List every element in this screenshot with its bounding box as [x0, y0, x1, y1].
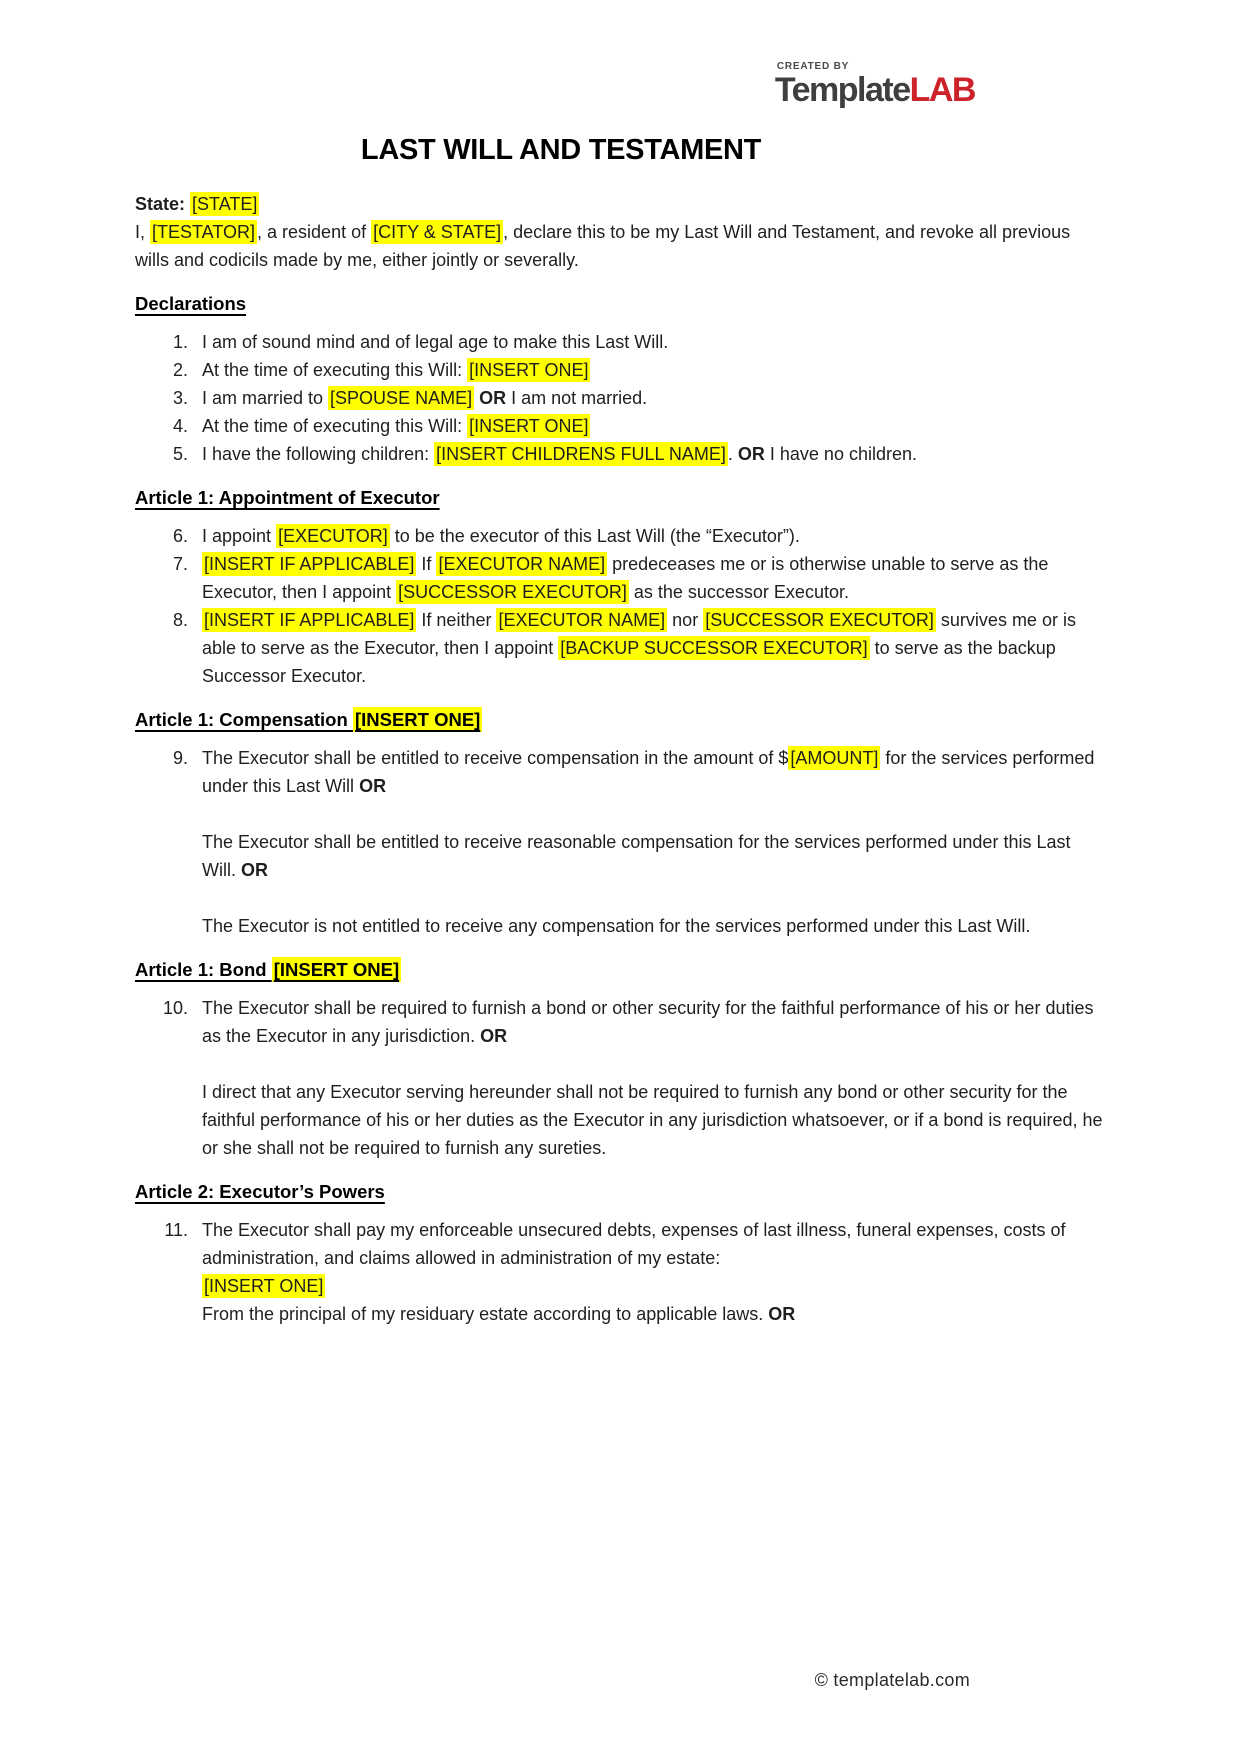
list-item — [135, 356, 1103, 384]
text-run: Article 2: Executor’s Powers — [135, 1181, 385, 1202]
highlight-placeholder: [INSERT CHILDRENS FULL NAME] — [436, 444, 726, 464]
text-run: OR — [241, 860, 268, 880]
document-section — [135, 1178, 1103, 1328]
text-run: to be the executor of this Last Will (the “Executor”). — [389, 526, 800, 546]
item-paragraph — [202, 328, 1103, 356]
highlight-placeholder: [SUCCESSOR EXECUTOR] — [398, 582, 627, 602]
footer-credit: © templatelab.com — [814, 1670, 970, 1690]
text-run: nor — [667, 610, 704, 630]
highlight-placeholder: [SPOUSE NAME] — [330, 388, 473, 408]
highlight-placeholder: [TESTATOR] — [152, 222, 256, 242]
item-paragraph — [202, 912, 1103, 940]
text-run: predeceases me or is otherwise unable to serve as the Executor, then I appoint — [202, 554, 1049, 602]
item-paragraph — [202, 606, 1103, 690]
item-number: 11. — [164, 1220, 188, 1240]
document-section — [135, 956, 1103, 1162]
item-text — [202, 522, 1103, 550]
item-number: 5. — [172, 444, 188, 464]
highlight-placeholder: [INSERT ONE] — [354, 709, 481, 730]
text-run: I am not married. — [506, 388, 648, 408]
item-text — [202, 1216, 1103, 1328]
item-text — [202, 744, 1103, 940]
text-run: At the time of executing this Will: — [202, 360, 468, 380]
item-number: 3. — [172, 388, 188, 408]
item-text — [202, 606, 1103, 690]
item-text — [202, 356, 1103, 384]
text-run: OR — [737, 444, 765, 464]
highlight-placeholder: [SUCCESSOR EXECUTOR] — [705, 610, 934, 630]
item-number: 8. — [172, 610, 188, 630]
text-run: Article 1: Bond — [135, 959, 272, 980]
text-run: , declare this to be my Last Will and Testament, and revoke all previous wills and codicils made by me, either jointly or severally. — [135, 222, 1071, 270]
item-paragraph — [202, 522, 1103, 550]
item-number: 2. — [172, 360, 188, 380]
highlight-placeholder: [EXECUTOR NAME] — [498, 610, 666, 630]
highlight-placeholder: [STATE] — [192, 194, 258, 214]
item-text — [202, 550, 1103, 606]
section-heading — [135, 484, 1103, 512]
item-text — [202, 384, 1103, 412]
section-heading — [135, 1178, 1103, 1206]
document-title: LAST WILL AND TESTAMENT — [360, 134, 762, 166]
state-line — [135, 190, 1103, 218]
text-run: OR — [768, 1304, 796, 1324]
document-section — [135, 290, 1103, 468]
brand-name — [775, 73, 975, 107]
text-run: survives me or is able to serve as the Executor, then I appoint — [202, 610, 1076, 658]
item-number: 7. — [172, 554, 188, 574]
highlight-placeholder: [AMOUNT] — [790, 748, 879, 768]
highlight-placeholder: [CITY & STATE] — [373, 222, 502, 242]
section-heading — [135, 956, 1103, 984]
text-run: The Executor shall be entitled to receive compensation in the amount of $ — [202, 748, 789, 768]
item-text — [202, 412, 1103, 440]
text-run: OR — [480, 1026, 508, 1046]
text-run: I am of sound mind and of legal age to make this Last Will. — [202, 332, 669, 352]
item-paragraph — [202, 412, 1103, 440]
item-paragraph — [202, 1216, 1103, 1328]
list-item — [135, 1216, 1103, 1328]
list-item — [135, 606, 1103, 690]
document-body — [135, 290, 1103, 1328]
list-item — [135, 994, 1103, 1162]
item-text — [202, 994, 1103, 1162]
text-run: The Executor is not entitled to receive any compensation for the services performed under this Last Will. — [202, 916, 1031, 936]
created-by-label: CREATED BY — [776, 61, 850, 72]
highlight-placeholder: [INSERT IF APPLICABLE] — [204, 610, 415, 630]
document-section — [135, 484, 1103, 690]
list-item — [135, 412, 1103, 440]
text-run: I direct that any Executor serving hereunder shall not be required to furnish any bond or other security for the faithful performance of his or her duties as the Executor in any jurisdiction whatsoever, or if a bond is required, he or she shall not be required to furnish any sureties. — [202, 1082, 1103, 1158]
text-run: The Executor shall be required to furnish a bond or other security for the faithful performance of his or her duties as the Executor in any jurisdiction. — [202, 998, 1094, 1046]
list-item — [135, 440, 1103, 468]
text-run: State: — [135, 194, 186, 214]
text-run: I have no children. — [764, 444, 917, 464]
text-run: for the services performed under this Last Will — [202, 748, 1095, 796]
item-number: 10. — [162, 998, 188, 1018]
item-text — [202, 328, 1103, 356]
item-number: 9. — [172, 748, 188, 768]
highlight-placeholder: [EXECUTOR NAME] — [438, 554, 606, 574]
text-run: I appoint — [202, 526, 277, 546]
section-heading — [135, 290, 1103, 318]
list-item — [135, 384, 1103, 412]
item-paragraph — [202, 384, 1103, 412]
text-run: I, — [135, 222, 151, 242]
highlight-placeholder: [BACKUP SUCCESSOR EXECUTOR] — [560, 638, 868, 658]
brand-name-primary: Template — [774, 71, 910, 109]
highlight-placeholder: [INSERT IF APPLICABLE] — [204, 554, 415, 574]
list-item — [135, 744, 1103, 940]
text-run: I have the following children: — [202, 444, 435, 464]
item-paragraph — [202, 356, 1103, 384]
brand-name-accent: LAB — [909, 71, 975, 109]
item-number: 4. — [172, 416, 188, 436]
text-run: , a resident of — [257, 222, 372, 242]
list-item — [135, 328, 1103, 356]
highlight-placeholder: [INSERT ONE] — [469, 360, 589, 380]
text-run: Declarations — [135, 293, 247, 314]
item-paragraph — [202, 440, 1103, 468]
text-run: Article 1: Compensation — [135, 709, 353, 730]
list-item — [135, 550, 1103, 606]
item-paragraph — [202, 550, 1103, 606]
item-paragraph — [202, 744, 1103, 800]
highlight-placeholder: [INSERT ONE] — [469, 416, 589, 436]
text-run: If — [416, 554, 437, 574]
text-run: If neither — [416, 610, 497, 630]
highlight-placeholder: [EXECUTOR] — [278, 526, 388, 546]
highlight-placeholder: [INSERT ONE] — [273, 959, 400, 980]
text-run: OR — [479, 388, 507, 408]
item-text — [202, 440, 1103, 468]
text-run: From the principal of my residuary estate according to applicable laws. — [202, 1304, 769, 1324]
text-run: Article 1: Appointment of Executor — [135, 487, 440, 508]
item-paragraph — [202, 1078, 1103, 1162]
document-content — [135, 190, 1103, 1328]
highlight-placeholder: [INSERT ONE] — [204, 1276, 324, 1296]
text-run: . — [727, 444, 738, 464]
item-number: 1. — [172, 332, 188, 352]
item-paragraph — [202, 994, 1103, 1050]
document-section — [135, 706, 1103, 940]
item-paragraph — [202, 828, 1103, 884]
intro-paragraph — [135, 218, 1103, 274]
text-run: At the time of executing this Will: — [202, 416, 468, 436]
text-run: The Executor shall be entitled to receive reasonable compensation for the services performed under this Last Will. — [202, 832, 1071, 880]
list-item — [135, 522, 1103, 550]
brand-logo — [775, 62, 975, 107]
text-run: as the successor Executor. — [628, 582, 849, 602]
text-run: OR — [359, 776, 387, 796]
text-run: to serve as the backup Successor Executor. — [202, 638, 1056, 686]
text-run: The Executor shall pay my enforceable unsecured debts, expenses of last illness, funeral expenses, costs of administration, and claims allowed in administration of my estate: — [202, 1220, 1066, 1268]
text-run: I am married to — [202, 388, 329, 408]
section-heading — [135, 706, 1103, 734]
item-number: 6. — [172, 526, 188, 546]
